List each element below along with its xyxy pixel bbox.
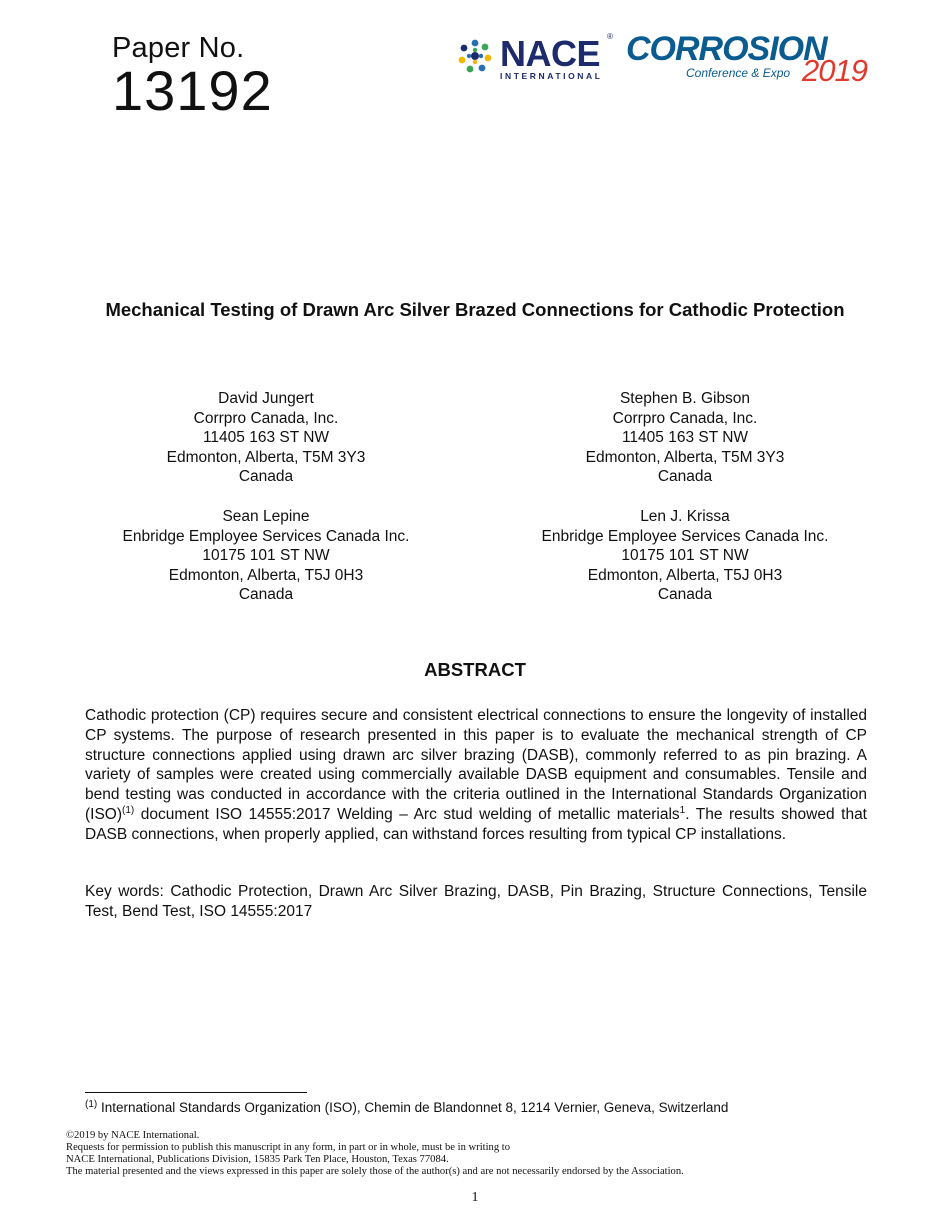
author-city: Edmonton, Alberta, T5J 0H3 xyxy=(168,566,364,584)
paper-number: 13192 xyxy=(112,59,273,122)
keywords-paragraph: Key words: Cathodic Protection, Drawn Arc Silver Brazing, DASB, Pin Brazing, Structure Connections, Tensile Test, Bend Test, ISO 14555:2017 xyxy=(85,883,867,920)
author-country: Canada xyxy=(657,586,713,604)
abstract-text: . The results showed that DASB connections, when properly applied, can withstand forces resulting from typical CP installations. xyxy=(85,805,867,843)
author-organization: Corrpro Canada, Inc. xyxy=(193,409,339,427)
paper-label: Paper No. xyxy=(112,32,245,64)
footnote-marker: (1) xyxy=(85,1099,98,1110)
author-city: Edmonton, Alberta, T5M 3Y3 xyxy=(166,448,366,466)
author-name: Sean Lepine xyxy=(222,508,310,525)
paper-number-block xyxy=(112,32,273,122)
page-number: 1 xyxy=(471,1190,479,1205)
conference-year: 2019 xyxy=(802,53,867,88)
paper-title: Mechanical Testing of Drawn Arc Silver Brazed Connections for Cathodic Protection xyxy=(105,299,845,320)
author-organization: Enbridge Employee Services Canada Inc. xyxy=(122,527,410,545)
author-block xyxy=(66,507,466,605)
author-name: Len J. Krissa xyxy=(640,508,730,525)
nace-wordmark: NACE xyxy=(500,33,601,74)
author-country: Canada xyxy=(238,468,294,486)
author-address: 11405 163 ST NW xyxy=(621,429,749,447)
author-city: Edmonton, Alberta, T5J 0H3 xyxy=(587,566,783,584)
abstract-text: document ISO 14555:2017 Welding – Arc stud welding of metallic materials xyxy=(134,805,680,823)
author-block xyxy=(485,507,885,605)
publisher-address-line: NACE International, Publications Division, 15835 Park Ten Place, Houston, Texas 77084. xyxy=(66,1154,449,1166)
corrosion-logo xyxy=(626,30,886,90)
author-name: David Jungert xyxy=(218,390,314,407)
author-name: Stephen B. Gibson xyxy=(619,390,751,407)
footnote xyxy=(85,1100,875,1115)
nace-globe-icon xyxy=(454,34,496,78)
abstract-text: Cathodic protection (CP) requires secure and consistent electrical connections to ensure the longevity of installed CP systems. The purpose of research presented in this paper is to evaluate the mechanical strength of CP structure connections applied using drawn arc silver brazing (DASB), commonly referred to as pin brazing. A variety of samples were created using commercially available DASB equipment and consumables. Tensile and bend testing was conducted in accordance with the criteria outlined in the International Standards Organization (ISO) xyxy=(85,707,867,823)
author-block xyxy=(66,389,466,487)
citation-ref[interactable]: 1 xyxy=(679,804,686,816)
copyright-notice xyxy=(66,1130,886,1178)
footnote-divider xyxy=(85,1092,307,1093)
author-address: 10175 101 ST NW xyxy=(621,547,749,565)
author-country: Canada xyxy=(657,468,713,486)
header-logos xyxy=(454,30,884,90)
nace-logo xyxy=(454,34,614,82)
registered-mark: ® xyxy=(607,32,613,41)
author-organization: Enbridge Employee Services Canada Inc. xyxy=(541,527,829,545)
author-address: 10175 101 ST NW xyxy=(202,547,330,565)
abstract-paragraph xyxy=(85,706,867,845)
permission-line: Requests for permission to publish this manuscript in any form, in part or in whole, must be in writing to xyxy=(66,1142,511,1154)
nace-international-text: INTERNATIONAL xyxy=(500,71,603,81)
copyright-line: ©2019 by NACE International. xyxy=(66,1130,200,1141)
author-country: Canada xyxy=(238,586,294,604)
author-city: Edmonton, Alberta, T5M 3Y3 xyxy=(585,448,785,466)
abstract-heading: ABSTRACT xyxy=(424,659,526,680)
conference-expo-text: Conference & Expo xyxy=(686,66,791,80)
footnote-ref[interactable]: (1) xyxy=(122,804,135,816)
corrosion-wordmark: CORROSION xyxy=(626,30,827,68)
author-organization: Corrpro Canada, Inc. xyxy=(612,409,758,427)
footnote-text: International Standards Organization (ISO), Chemin de Blandonnet 8, 1214 Vernier, Geneva, Switzerland xyxy=(97,1100,729,1115)
author-block xyxy=(485,389,885,487)
disclaimer-line: The material presented and the views expressed in this paper are solely those of the author(s) and are not necessarily endorsed by the Association. xyxy=(66,1166,684,1178)
author-address: 11405 163 ST NW xyxy=(202,429,330,447)
